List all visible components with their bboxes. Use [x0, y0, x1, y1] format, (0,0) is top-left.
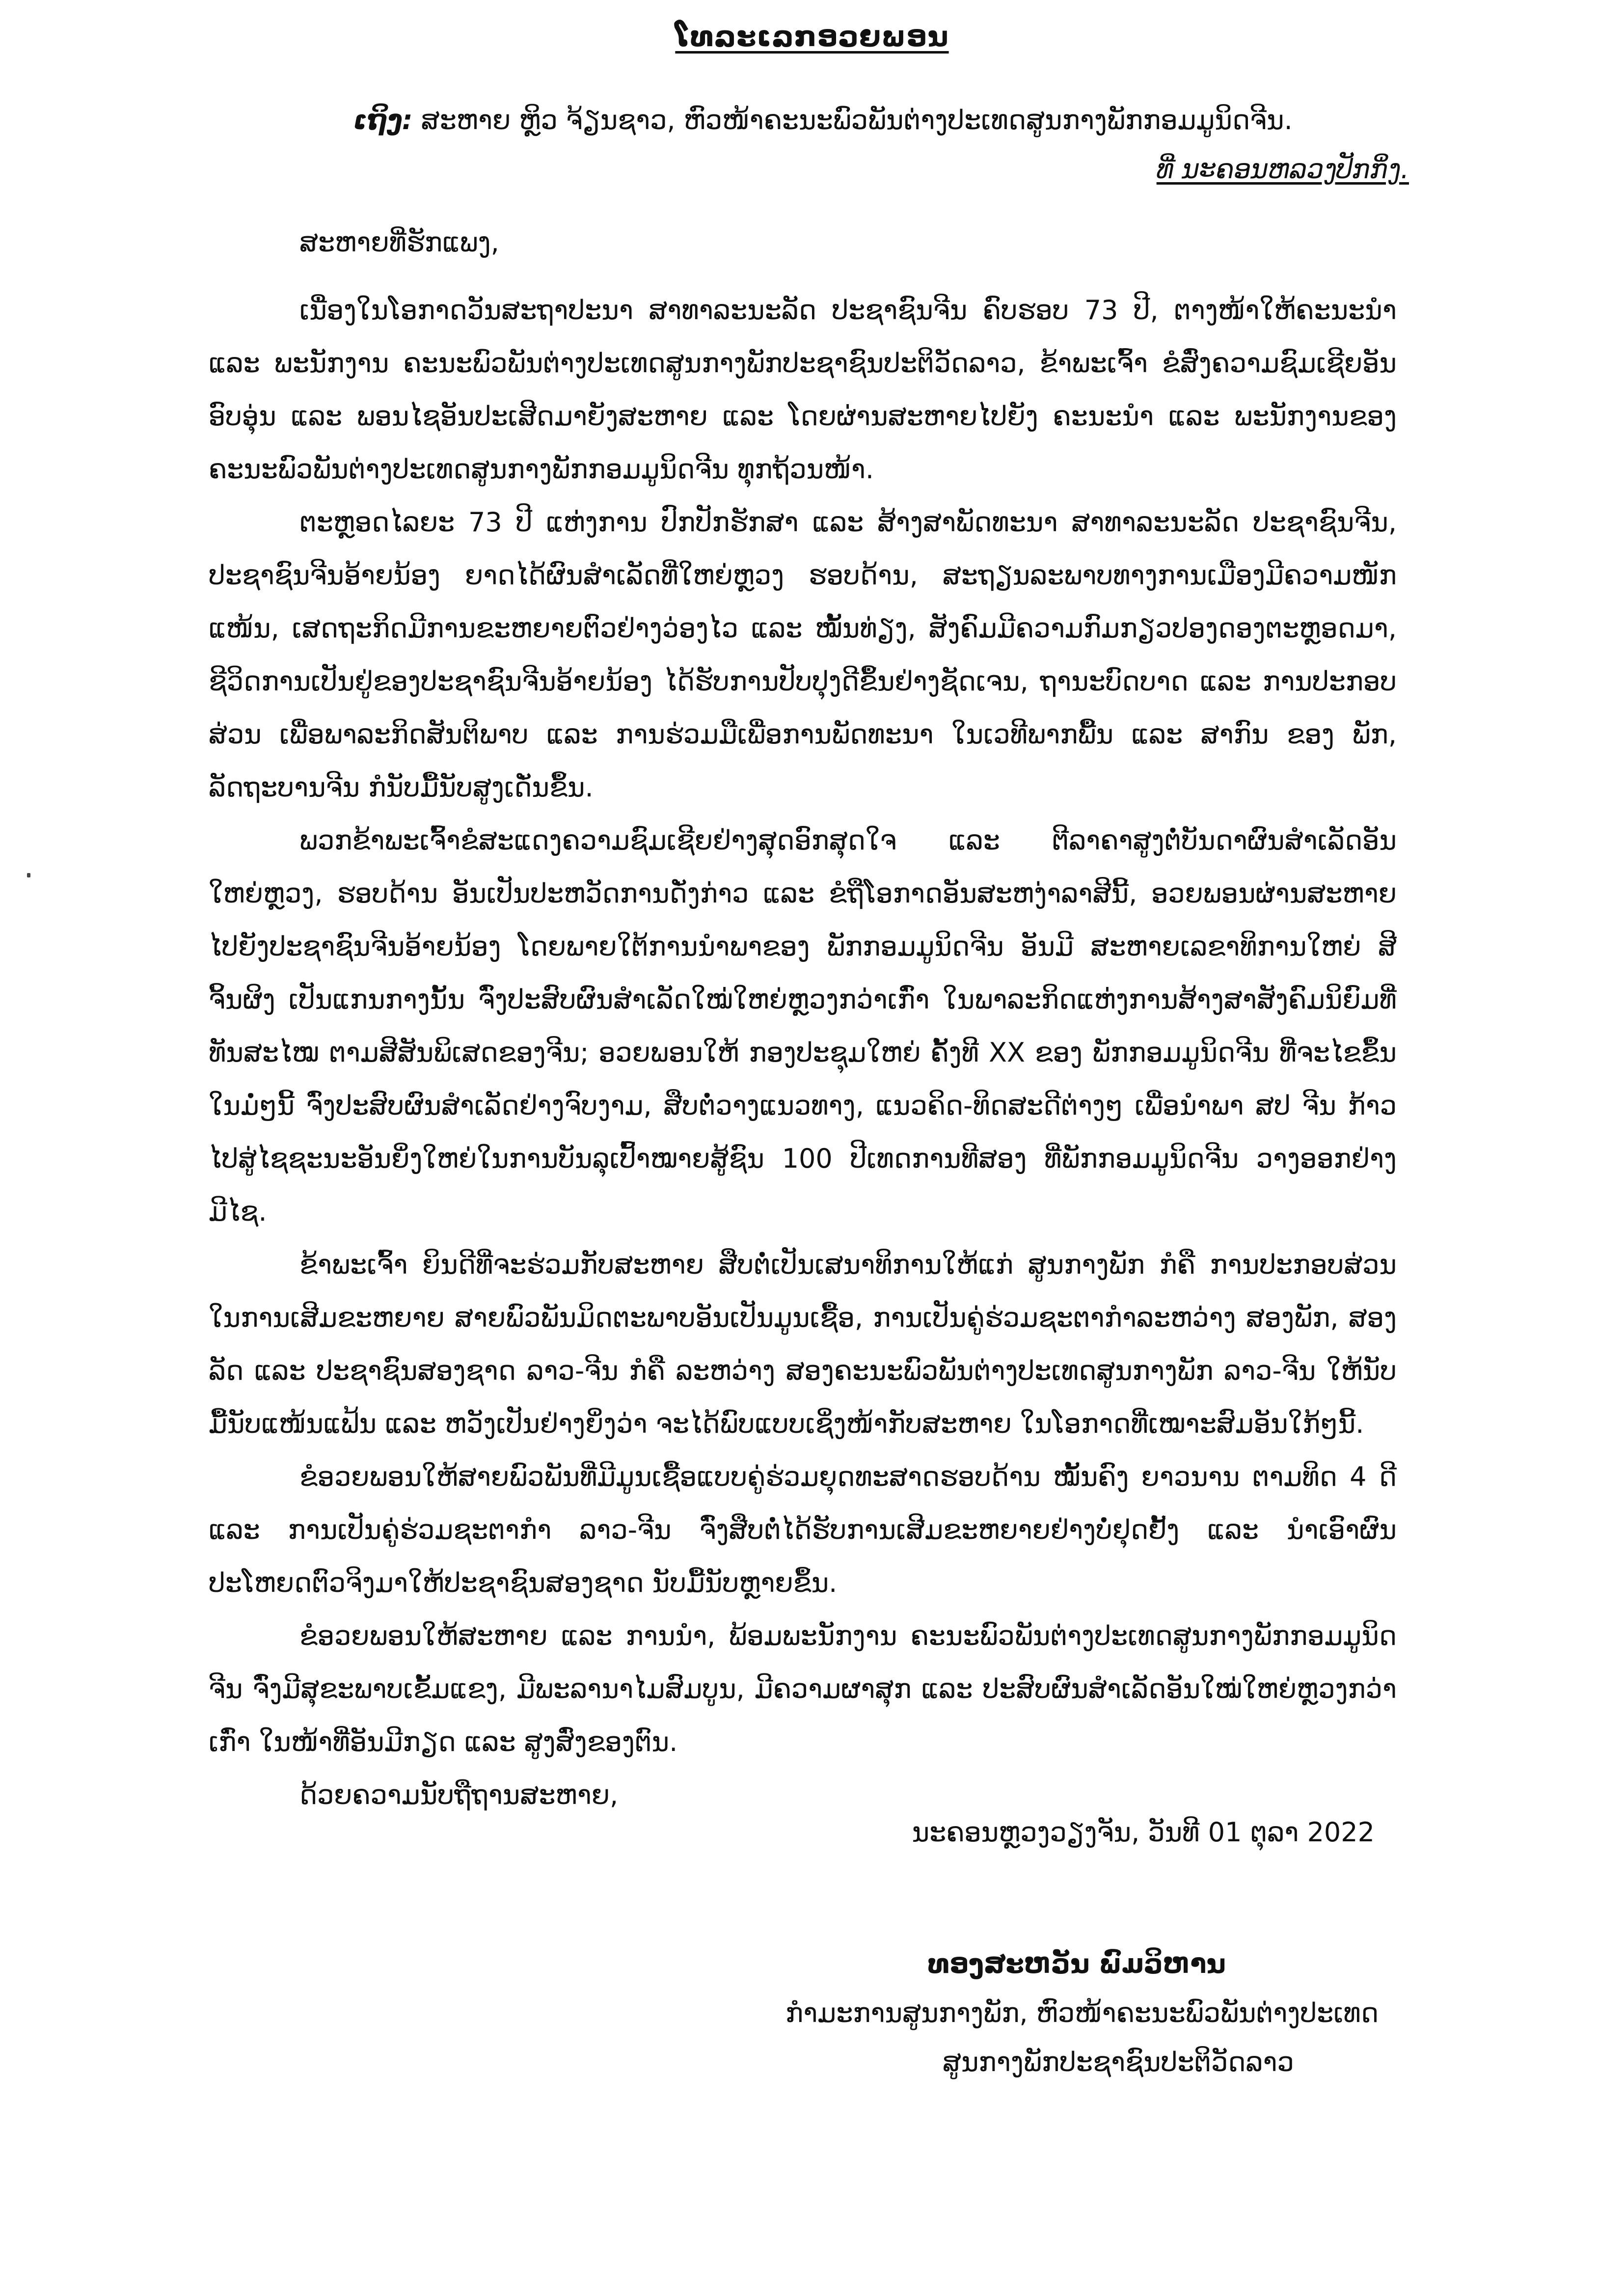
address-label: ເຖິງ: — [353, 105, 413, 136]
signatory-name: ທອງສະຫວັນ ພົມວິຫານ — [928, 1948, 1226, 1979]
paragraph-3: ພວກຂ້າພະເຈົ້າຂໍສະແດງຄວາມຊົມເຊີຍຢ່າງສຸດອົກສຸດໃຈ ແລະ ຕີລາຄາສູງຕໍ່ບັນດາຜົນສຳເລັດອັນໃຫຍ່ຫຼວງ, ຮອບດ້ານ ອັນເປັນປະຫວັດການດັ່ງກ່າວ ແລະ ຂໍຖືໂອກາດອັນສະຫງ່າລາສີນີ້, ອວຍພອນຜ່ານສະຫາຍ ໄປຍັງປະຊາຊົນຈີນອ້າຍນ້ອງ ໂດຍພາຍໃຕ້ການນຳພາຂອງ ພັກກອມມູນິດຈີນ ອັນມີ ສະຫາຍເລຂາທິການໃຫຍ່ ສີ ຈິ້ນຜິງ ເປັນແກນກາງນັ້ນ ຈົ່ງປະສົບຜົນສຳເລັດໃໝ່ໃຫຍ່ຫຼວງກວ່າເກົ່າ ໃນພາລະກິດແຫ່ງການສ້າງສາສັງຄົມນິຍົມທີ່ທັນສະໄໝ ຕາມສີສັນພິເສດຂອງຈີນ; ອວຍພອນໃຫ້ ກອງປະຊຸມໃຫຍ່ ຄັ້ງທີ XX ຂອງ ພັກກອມມູນິດຈີນ ທີ່ຈະໄຂຂຶ້ນໃນມໍ່ໆນີ້ ຈົ່ງປະສົບຜົນສຳເລັດຢ່າງຈົບງາມ, ສືບຕໍ່ວາງແນວທາງ, ແນວຄິດ-ທິດສະດີຕ່າງໆ ເພື່ອນຳພາ ສປ ຈີນ ກ້າວໄປສູ່ໄຊຊະນະອັນຍິ່ງໃຫຍ່ໃນການບັນລຸເປົ້າໝາຍສູ້ຊົນ 100 ປີເທດການທີສອງ ທີ່ພັກກອມມູນິດຈີນ ວາງອອກຢ່າງມີໄຊ. — [209, 825, 1397, 1227]
signatory-position-line2: ສູນກາງພັກປະຊາຊົນປະຕິວັດລາວ — [943, 2047, 1294, 2077]
paragraph-6: ຂໍອວຍພອນໃຫ້ສະຫາຍ ແລະ ການນຳ, ພ້ອມພະນັກງານ ຄະນະພົວພັນຕ່າງປະເທດສູນກາງພັກກອມມູນິດຈີນ ຈົ່ງມີສຸຂະພາບເຂັ້ມແຂງ, ມີພະລານາໄມສົມບູນ, ມີຄວາມຜາສຸກ ແລະ ປະສົບຜົນສຳເລັດອັນໃໝ່ໃຫຍ່ຫຼວງກວ່າເກົ່າ ໃນໜ້າທີ່ອັນມີກຽດ ແລະ ສູງສົ່ງຂອງຕົນ. — [209, 1620, 1397, 1757]
letter-body — [209, 216, 1397, 1822]
address-location: ທີ່ ນະຄອນຫລວງປັກກິ່ງ. — [1156, 154, 1409, 185]
paragraph-5: ຂໍອວຍພອນໃຫ້ສາຍພົວພັນທີ່ມີມູນເຊື້ອແບບຄູ່ຮ່ວມຍຸດທະສາດຮອບດ້ານ ໝັ້ນຄົງ ຍາວນານ ຕາມທິດ 4 ດີ ແລະ ການເປັນຄູ່ຮ່ວມຊະຕາກຳ ລາວ-ຈີນ ຈົ່ງສືບຕໍ່ໄດ້ຮັບການເສີມຂະຫຍາຍຢ່າງບໍ່ຢຸດຢັ້ງ ແລະ ນຳເອົາຜົນປະໂຫຍດຕົວຈິງມາໃຫ້ປະຊາຊົນສອງຊາດ ນັບມື້ນັບຫຼາຍຂຶ້ນ. — [209, 1461, 1397, 1598]
signature-block — [736, 1940, 1434, 2087]
closing-line: ດ້ວຍຄວາມນັບຖືຖານສະຫາຍ, — [299, 1779, 619, 1810]
paragraph-2: ຕະຫຼອດໄລຍະ 73 ປີ ແຫ່ງການ ປົກປັກຮັກສາ ແລະ ສ້າງສາພັດທະນາ ສາທາລະນະລັດ ປະຊາຊົນຈີນ, ປະຊາຊົນຈີນອ້າຍນ້ອງ ຍາດໄດ້ຜົນສຳເລັດທີ່ໃຫຍ່ຫຼວງ ຮອບດ້ານ, ສະຖຽນລະພາບທາງການເມືອງມີຄວາມໜັກແໜ້ນ, ເສດຖະກິດມີການຂະຫຍາຍຕົວຢ່າງວ່ອງໄວ ແລະ ໝັ້ນທ່ຽງ, ສັງຄົມມີຄວາມກົມກຽວປອງດອງຕະຫຼອດມາ, ຊີວິດການເປັນຢູ່ຂອງປະຊາຊົນຈີນອ້າຍນ້ອງ ໄດ້ຮັບການປັບປຸງດີຂຶ້ນຢ່າງຊັດເຈນ, ຖານະບົດບາດ ແລະ ການປະກອບສ່ວນ ເພື່ອພາລະກິດສັນຕິພາບ ແລະ ການຮ່ວມມືເພື່ອການພັດທະນາ ໃນເວທີພາກພື້ນ ແລະ ສາກົນ ຂອງ ພັກ, ລັດຖະບານຈີນ ກໍນັບມື້ນັບສູງເດັ່ນຂຶ້ນ. — [209, 507, 1397, 803]
signatory-position-line1: ກຳມະການສູນກາງພັກ, ຫົວໜ້າຄະນະພົວພັນຕ່າງປະເທດ — [785, 1997, 1379, 2028]
address-recipient: ສະຫາຍ ຫຼິວ ຈ້ຽນຊາວ, ຫົວໜ້າຄະນະພົວພັນຕ່າງປະເທດສູນກາງພັກກອມມູນິດຈີນ. — [421, 105, 1293, 136]
salutation: ສະຫາຍທີ່ຮັກແພງ, — [299, 227, 499, 258]
date-line: ນະຄອນຫຼວງວຽງຈັນ, ວັນທີ 01 ຕຸລາ 2022 — [912, 1817, 1375, 1848]
paragraph-4: ຂ້າພະເຈົ້າ ຍິນດີທີ່ຈະຮ່ວມກັບສະຫາຍ ສືບຕໍ່ເປັນເສນາທິການໃຫ້ແກ່ ສູນກາງພັກ ກໍຄື ການປະກອບສ່ວນໃນການເສີມຂະຫຍາຍ ສາຍພົວພັນມິດຕະພາບອັນເປັນມູນເຊື້ອ, ການເປັນຄູ່ຮ່ວມຊະຕາກຳລະຫວ່າງ ສອງພັກ, ສອງລັດ ແລະ ປະຊາຊົນສອງຊາດ ລາວ-ຈີນ ກໍຄື ລະຫວ່າງ ສອງຄະນະພົວພັນຕ່າງປະເທດສູນກາງພັກ ລາວ-ຈີນ ໃຫ້ນັບມື້ນັບແໜ້ນແຟ້ນ ແລະ ຫວັງເປັນຢ່າງຍິ່ງວ່າ ຈະໄດ້ພົບແບບເຊິ່ງໜ້າກັບສະຫາຍ ໃນໂອກາດທີ່ເໝາະສົມອັນໃກ້ໆນີ້. — [209, 1249, 1397, 1439]
scan-speck — [27, 873, 30, 877]
address-block — [353, 96, 1409, 194]
document-title: ໂທລະເລກອວຍພອນ — [675, 20, 949, 53]
paragraph-1: ເນື່ອງໃນໂອກາດວັນສະຖາປະນາ ສາທາລະນະລັດ ປະຊາຊົນຈີນ ຄົບຮອບ 73 ປີ, ຕາງໜ້າໃຫ້ຄະນະນຳ ແລະ ພະນັກງານ ຄະນະພົວພັນຕ່າງປະເທດສູນກາງພັກປະຊາຊົນປະຕິວັດລາວ, ຂ້າພະເຈົ້າ ຂໍສົ່ງຄວາມຊົມເຊີຍອັນອົບອຸ່ນ ແລະ ພອນໄຊອັນປະເສີດມາຍັງສະຫາຍ ແລະ ໂດຍຜ່ານສະຫາຍໄປຍັງ ຄະນະນຳ ແລະ ພະນັກງານຂອງ ຄະນະພົວພັນຕ່າງປະເທດສູນກາງພັກກອມມູນິດຈີນ ທຸກຖ້ວນໜ້າ. — [209, 295, 1397, 485]
